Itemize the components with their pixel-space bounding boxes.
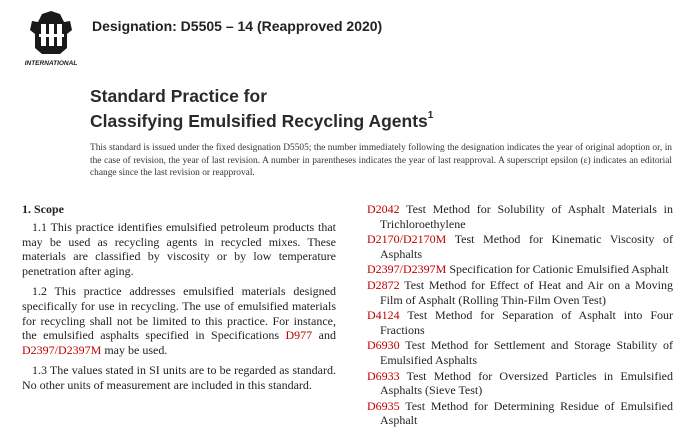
link-d977[interactable]: D977 bbox=[285, 328, 313, 343]
ref-item-partial bbox=[367, 398, 673, 428]
ref-code-link[interactable]: D6933 bbox=[367, 368, 400, 383]
ref-item bbox=[367, 338, 673, 367]
ref-code-link[interactable]: D6930 bbox=[367, 338, 400, 353]
scope-1-2 bbox=[22, 284, 336, 357]
scope-section bbox=[22, 202, 336, 399]
title-main: Classifying Emulsified Recycling Agents bbox=[90, 110, 428, 131]
ref-item bbox=[367, 308, 673, 337]
astm-logo bbox=[20, 8, 82, 70]
ref-title: Test Method for Kinematic Viscosity of Asphalts bbox=[380, 232, 673, 261]
ref-code-link[interactable]: D6935 bbox=[367, 398, 400, 413]
scope-1-2-end: may be used. bbox=[104, 342, 168, 357]
ref-item bbox=[367, 262, 673, 277]
issuance-notice: This standard is issued under the fixed designation D5505; the number immediately following the designation indicates the year of original adoption or, in the case of revision, the year of last revision. A number in parentheses indicates the year of last reapproval. A superscript epsilon (ε) indicates an editorial change since the last revision or reapproval. bbox=[90, 143, 672, 179]
ref-title: Test Method for Solubility of Asphalt Materials in Trichloroethylene bbox=[380, 202, 673, 231]
ref-code-link[interactable]: D2042 bbox=[367, 202, 400, 216]
link-d2397[interactable]: D2397/D2397M bbox=[22, 342, 102, 357]
title-line1: Standard Practice for bbox=[90, 86, 267, 106]
ref-item bbox=[367, 278, 673, 307]
ref-title: Specification for Cationic Emulsified Asphalt bbox=[449, 262, 669, 277]
logo-wordmark: INTERNATIONAL bbox=[24, 60, 78, 67]
ref-code-link[interactable]: D2397/D2397M bbox=[367, 262, 447, 277]
scope-1-2-and: and bbox=[318, 328, 336, 343]
ref-title: Test Method for Separation of Asphalt into Four Fractions bbox=[380, 308, 673, 337]
ref-title: Test Method for Oversized Particles in Emulsified Asphalts (Sieve Test) bbox=[380, 368, 673, 398]
referenced-documents bbox=[367, 202, 673, 428]
scope-1-3: 1.3 The values stated in SI units are to be regarded as standard. No other units of measurement are included in this standard. bbox=[22, 363, 336, 392]
scope-1-1: 1.1 This practice identifies emulsified petroleum products that may be used as recycling agents in recycled mixes. These materials are classified by viscosity or by low temperature penetration after aging. bbox=[22, 220, 336, 278]
ref-code-link[interactable]: D4124 bbox=[367, 308, 400, 323]
title-block bbox=[90, 86, 433, 132]
scope-1-2-text: 1.2 This practice addresses emulsified materials designed specifically for use in recycling. The use of emulsified materials for recycling shall not be limited to this practice. For instance, the emulsified asphalts specified in Specifications bbox=[22, 284, 336, 343]
title-footnote-mark: 1 bbox=[427, 110, 434, 121]
title-line2 bbox=[90, 107, 433, 132]
ref-title: Test Method for Effect of Heat and Air on a Moving Film of Asphalt (Rolling Thin-Film Oven Test) bbox=[380, 277, 673, 307]
ref-item bbox=[367, 232, 673, 261]
scope-heading: 1. Scope bbox=[22, 202, 64, 216]
designation: Designation: D5505 – 14 (Reapproved 2020) bbox=[92, 18, 383, 34]
ref-title: Test Method for Determining Residue of Emulsified Asphalt bbox=[380, 398, 673, 428]
ref-item bbox=[367, 202, 673, 231]
ref-item bbox=[367, 369, 673, 398]
ref-code-link[interactable]: D2170/D2170M bbox=[367, 232, 447, 247]
ref-code-link[interactable]: D2872 bbox=[367, 277, 400, 292]
ref-title: Test Method for Settlement and Storage Stability of Emulsified Asphalts bbox=[380, 338, 673, 367]
